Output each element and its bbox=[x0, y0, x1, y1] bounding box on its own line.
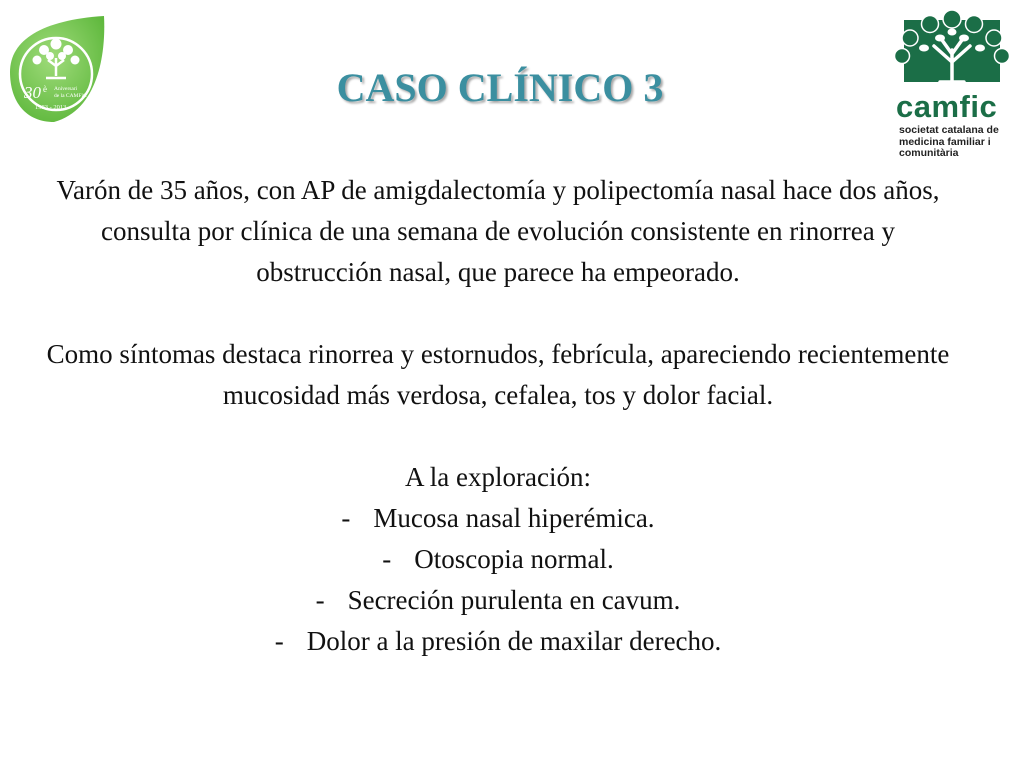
findings-list bbox=[40, 498, 956, 662]
bullet-dash: - bbox=[315, 585, 325, 615]
camfic-tagline-2: medicina familiar i bbox=[899, 135, 991, 148]
bullet-dash: - bbox=[274, 626, 284, 656]
finding-item bbox=[40, 539, 956, 580]
anniversary-line-2: de la CAMFiC bbox=[54, 93, 87, 99]
anniversary-suffix: è bbox=[43, 84, 47, 94]
finding-text: Otoscopia normal. bbox=[414, 544, 614, 574]
camfic-tagline-1: societat catalana de bbox=[899, 124, 999, 136]
finding-item bbox=[40, 498, 956, 539]
finding-item bbox=[40, 580, 956, 621]
symptoms-description: Como síntomas destaca rinorrea y estornudos, febrícula, apareciendo recientemente mucosidad más verdosa, cefalea, tos y dolor facial. bbox=[46, 339, 950, 410]
finding-text: Secreción purulenta en cavum. bbox=[347, 585, 681, 615]
slide-body bbox=[40, 170, 956, 662]
anniversary-number: 30 bbox=[24, 83, 41, 102]
spacer bbox=[40, 293, 956, 334]
bullet-dash: - bbox=[341, 503, 351, 533]
spacer bbox=[40, 416, 956, 457]
slide-title: CASO CLÍNICO 3 bbox=[336, 65, 664, 110]
case-description: Varón de 35 años, con AP de amigdalectomía y polipectomía nasal hace dos años, consulta por clínica de una semana de evolución consistente en rinorrea y obstrucción nasal, que parece ha empeorado. bbox=[56, 175, 940, 287]
anniversary-years: 1983 - 2013 bbox=[35, 104, 67, 111]
finding-text: Mucosa nasal hiperémica. bbox=[373, 503, 655, 533]
anniversary-line-1: Aniversari bbox=[54, 86, 78, 92]
finding-text: Dolor a la presión de maxilar derecho. bbox=[306, 626, 722, 656]
finding-item bbox=[40, 621, 956, 662]
camfic-brand: camfic bbox=[896, 89, 998, 124]
bullet-dash: - bbox=[382, 544, 392, 574]
exploration-heading: A la exploración: bbox=[405, 462, 591, 492]
camfic-tagline bbox=[899, 125, 999, 160]
camfic-tagline-3: comunitària bbox=[899, 147, 959, 159]
